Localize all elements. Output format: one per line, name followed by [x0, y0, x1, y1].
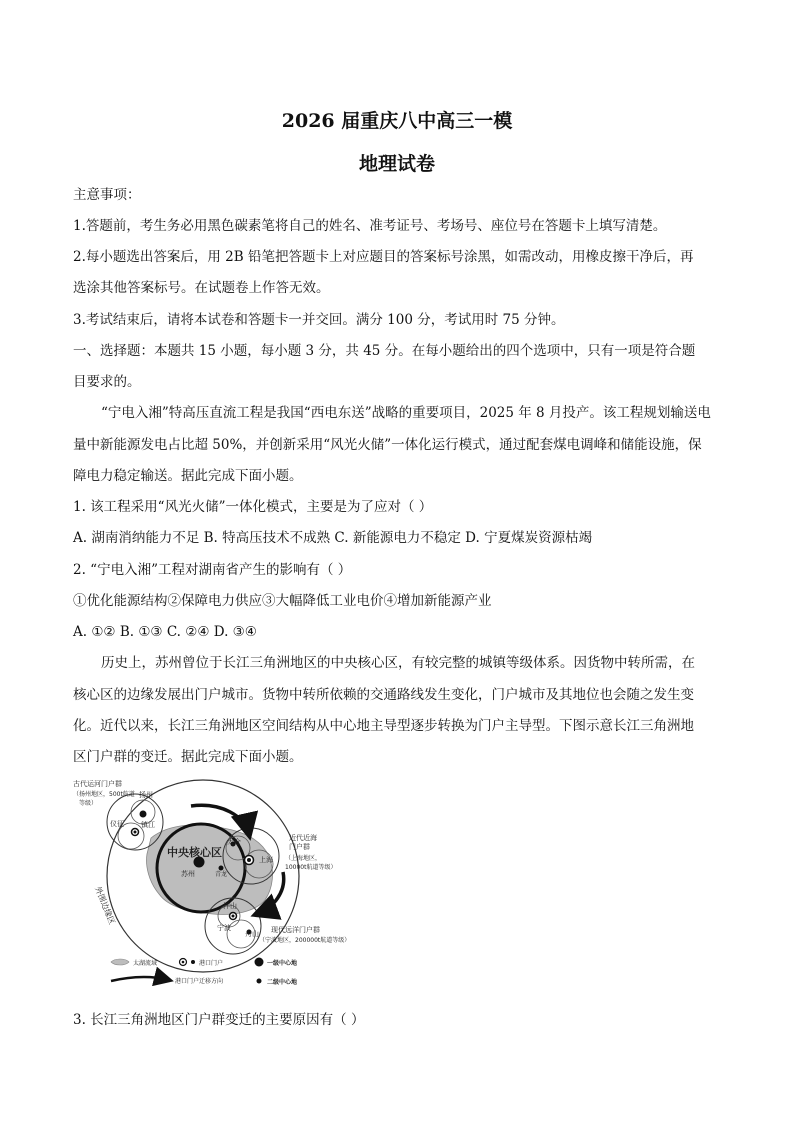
- legend-first-level: 一级中心地: [267, 960, 298, 967]
- notice-item-2-line-2: 选涂其他答案标号。在试题卷上作答无效。: [73, 280, 330, 296]
- question-3-stem: 3. 长江三角洲地区门户群变迁的主要原因有（ ）: [73, 1012, 365, 1028]
- page-subtitle: 地理试卷: [358, 153, 435, 175]
- legend-taihu: 太湖流域: [133, 960, 158, 967]
- yangtze-delta-gateway-map: [73, 776, 363, 998]
- passage-2-line-2: 核心区的边缘发展出门户城市。货物中转所依赖的交通路线发生变化，门户城市及其地位也会随之发生变: [73, 687, 694, 703]
- legend-first-level-symbol: [255, 958, 264, 967]
- label-near-group-4: 10000t航道等级）: [285, 864, 337, 871]
- label-far-group-note: （宁波地区，200000t航道等级）: [259, 937, 351, 944]
- notice-item-2-line-1: 2.每小题选出答案后，用 2B 铅笔把答题卡上对应题目的答案标号涂黑，如需改动，用橡皮擦干净后，再: [73, 249, 694, 265]
- label-zhoushan: 舟山: [245, 930, 259, 938]
- legend-arrow: 港口门户迁移方向: [175, 978, 224, 985]
- passage-1-line-2: 量中新能源发电占比超 50%，并创新采用“风光火储”一体化运行模式，通过配套煤电调峰和储能设施，保: [73, 437, 702, 453]
- question-2-items: ①优化能源结构②保障电力供应③大幅降低工业电价④增加新能源产业: [73, 593, 492, 609]
- label-ningbo: 宁波: [217, 924, 231, 932]
- section-heading-line-2: 目要求的。: [73, 374, 141, 390]
- question-1-stem: 1. 该工程采用“风光火储”一体化模式，主要是为了应对（ ）: [73, 499, 433, 515]
- legend-taihu-swatch: [111, 959, 129, 965]
- legend-arrow-symbol: [111, 977, 169, 981]
- legend-port: 港口门户: [199, 960, 224, 967]
- label-yizheng: 仪征: [110, 820, 124, 828]
- label-near-group-2: 门户群: [289, 843, 310, 851]
- question-1-options: A. 湖南消纳能力不足 B. 特高压技术不成熟 C. 新能源电力不稳定 D. 宁夏煤炭资源枯竭: [73, 530, 593, 546]
- passage-1-line-3: 障电力稳定输送。据此完成下面小题。: [73, 468, 303, 484]
- notice-item-1: 1.答题前，考生务必用黑色碳素笔将自己的姓名、准考证号、考场号、座位号在答题卡上填写清楚。: [73, 218, 667, 234]
- taihu-basin-region: [147, 825, 273, 915]
- label-ancient-note-2: 等级）: [79, 800, 98, 807]
- passage-2-line-4: 区门户群的变迁。据此完成下面小题。: [73, 749, 303, 765]
- label-qinglong: 青龙: [215, 871, 228, 878]
- question-2-options: A. ①② B. ①③ C. ②④ D. ③④: [73, 624, 257, 640]
- label-near-group-1: 近代近海: [289, 834, 317, 842]
- passage-2-line-1: 历史上，苏州曾位于长江三角洲地区的中央核心区，有较完整的城镇等级体系。因货物中转所需，在: [101, 655, 695, 671]
- notice-item-3: 3.考试结束后，请将本试卷和答题卡一并交回。满分 100 分，考试用时 75 分钟。: [73, 312, 565, 328]
- label-near-group-3: （上海地区，: [285, 855, 322, 862]
- label-far-group: 现代远洋门户群: [271, 926, 320, 934]
- label-outer-periphery: 外围边缘区: [93, 885, 117, 926]
- label-yangzhou: 扬州: [139, 791, 153, 799]
- label-suzhou: 苏州: [181, 870, 195, 878]
- label-taicang: 太仓: [227, 838, 241, 846]
- passage-1-line-1: “宁电入湘”特高压直流工程是我国“西电东送”战略的重要项目，2025 年 8 月投产。该工程规划输送电: [101, 405, 711, 421]
- page-title: 2026 届重庆八中高三一模: [281, 110, 513, 132]
- label-ancient-note-1: （扬州地区，500t航道: [73, 791, 135, 798]
- label-core-area: 中央核心区: [167, 846, 222, 859]
- label-zhenjiang: 镇江: [141, 821, 155, 829]
- section-heading-line-1: 一、选择题：本题共 15 小题，每小题 3 分，共 45 分。在每小题给出的四个选项中，只有一项是符合题: [73, 343, 696, 359]
- question-2-stem: 2. “宁电入湘”工程对湖南省产生的影响有（ ）: [73, 562, 352, 578]
- legend-second-level-symbol: [257, 979, 262, 984]
- legend-second-level: 二级中心地: [267, 979, 298, 986]
- notice-heading: 主意事项：: [73, 187, 141, 203]
- passage-2-line-3: 化。近代以来，长江三角洲地区空间结构从中心地主导型逐步转换为门户主导型。下图示意长江三角洲地: [73, 718, 694, 734]
- label-ancient-group: 古代运河门户群: [73, 780, 122, 788]
- label-yangshan: 洋山: [223, 902, 237, 910]
- label-shanghai: 上海: [259, 856, 273, 864]
